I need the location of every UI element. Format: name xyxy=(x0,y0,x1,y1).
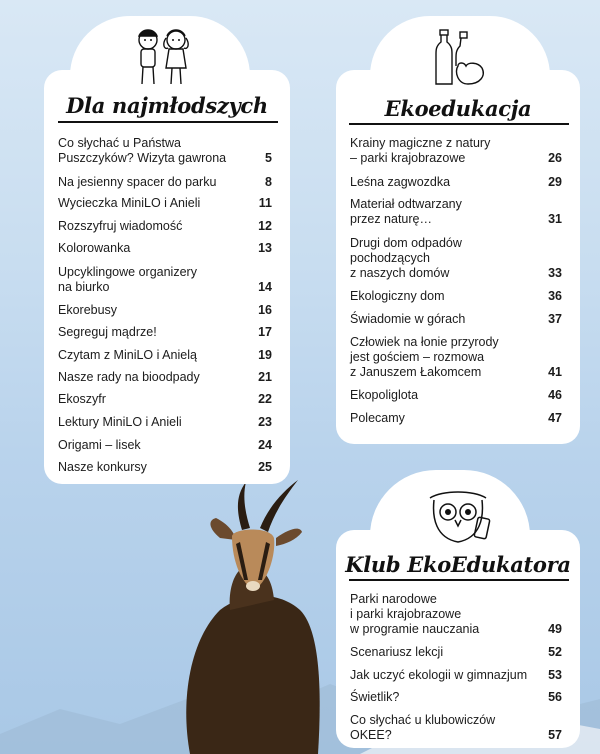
toc-entry[interactable] xyxy=(58,175,272,190)
toc-entry-title: Materiał odtwarzany przez naturę… xyxy=(350,197,462,226)
toc-entry-title: Co słychać u Państwa Puszczyków? Wizyta gawrona xyxy=(58,136,227,165)
toc-entry[interactable] xyxy=(58,303,272,318)
section-title-eco: Ekoedukacja xyxy=(384,96,532,121)
toc-entry-page: 33 xyxy=(548,266,562,280)
toc-entry[interactable] xyxy=(350,197,562,227)
toc-entry-page: 49 xyxy=(548,622,562,636)
toc-entry-title: Świetlik? xyxy=(350,690,400,704)
toc-entry-page: 57 xyxy=(548,728,562,742)
toc-entry[interactable] xyxy=(350,690,562,705)
toc-entry-title: Nasze konkursy xyxy=(58,460,147,474)
toc-entry-page: 19 xyxy=(258,348,272,362)
toc-entry-page: 8 xyxy=(265,175,272,189)
toc-entry[interactable] xyxy=(58,438,272,453)
toc-entry-page: 24 xyxy=(258,438,272,452)
toc-entry-title: Nasze rady na bioodpady xyxy=(58,370,200,384)
toc-entry-title: Leśna zagwozdka xyxy=(350,175,451,189)
toc-entry[interactable] xyxy=(350,289,562,304)
bottles-icon xyxy=(432,26,488,88)
toc-entry-page: 56 xyxy=(548,690,562,704)
owl-icon xyxy=(422,488,494,548)
toc-entry[interactable] xyxy=(58,348,272,363)
toc-entry-page: 23 xyxy=(258,415,272,429)
toc-entry-page: 22 xyxy=(258,392,272,406)
toc-entry-page: 47 xyxy=(548,411,562,425)
toc-entry-title: Ekorebusy xyxy=(58,303,118,317)
toc-entry-title: Upcyklingowe organizery na biurko xyxy=(58,265,197,294)
toc-entry[interactable] xyxy=(58,325,272,340)
toc-entry-title: Parki narodowe i parki krajobrazowe w programie nauczania xyxy=(350,592,480,636)
toc-entry-title: Polecamy xyxy=(350,411,405,425)
toc-entry-title: Ekopoliglota xyxy=(350,388,419,402)
toc-entry[interactable] xyxy=(58,265,272,295)
toc-list-club xyxy=(350,586,562,746)
toc-list-eco xyxy=(350,130,562,430)
toc-entry-page: 5 xyxy=(265,151,272,165)
toc-entry-page: 12 xyxy=(258,219,272,233)
toc-entry-title: Co słychać u klubowiczów OKEE? xyxy=(350,713,496,742)
toc-entry-page: 29 xyxy=(548,175,562,189)
toc-entry-page: 31 xyxy=(548,212,562,226)
toc-entry[interactable] xyxy=(350,411,562,426)
toc-list-young xyxy=(58,130,272,480)
toc-entry-title: Czytam z MiniLO i Anielą xyxy=(58,348,197,362)
toc-entry-page: 52 xyxy=(548,645,562,659)
toc-entry-page: 13 xyxy=(258,241,272,255)
toc-entry[interactable] xyxy=(58,370,272,385)
toc-entry[interactable] xyxy=(58,392,272,407)
toc-entry-page: 14 xyxy=(258,280,272,294)
toc-entry[interactable] xyxy=(350,645,562,660)
toc-entry[interactable] xyxy=(350,592,562,637)
toc-entry[interactable] xyxy=(58,241,272,256)
toc-entry-title: Krainy magiczne z natury – parki krajobrazowe xyxy=(350,136,491,165)
toc-entry[interactable] xyxy=(58,136,272,166)
toc-entry[interactable] xyxy=(350,236,562,281)
toc-entry-page: 17 xyxy=(258,325,272,339)
toc-entry-page: 26 xyxy=(548,151,562,165)
toc-entry-title: Wycieczka MiniLO i Anieli xyxy=(58,196,201,210)
toc-entry-page: 21 xyxy=(258,370,272,384)
children-icon xyxy=(130,24,194,94)
toc-entry-title: Człowiek na łonie przyrody jest gościem – rozmowa z Januszem Łakomcem xyxy=(350,335,499,379)
toc-entry[interactable] xyxy=(350,668,562,683)
toc-entry-title: Drugi dom odpadów pochodzących z naszych domów xyxy=(350,236,462,280)
section-title-young: Dla najmłodszych xyxy=(66,93,268,118)
toc-entry[interactable] xyxy=(58,219,272,234)
section-title-club: Klub EkoEdukatora xyxy=(345,552,571,577)
toc-entry-title: Ekologiczny dom xyxy=(350,289,445,303)
toc-entry-page: 25 xyxy=(258,460,272,474)
toc-entry-page: 46 xyxy=(548,388,562,402)
toc-entry-title: Rozszyfruj wiadomość xyxy=(58,219,183,233)
toc-entry-title: Świadomie w górach xyxy=(350,312,466,326)
toc-entry-page: 16 xyxy=(258,303,272,317)
toc-entry[interactable] xyxy=(58,460,272,475)
toc-entry-title: Lektury MiniLO i Anieli xyxy=(58,415,182,429)
toc-entry[interactable] xyxy=(58,415,272,430)
toc-entry[interactable] xyxy=(350,388,562,403)
toc-entry[interactable] xyxy=(350,335,562,380)
toc-entry-page: 37 xyxy=(548,312,562,326)
toc-entry-title: Scenariusz lekcji xyxy=(350,645,444,659)
toc-entry[interactable] xyxy=(58,196,272,211)
toc-entry-page: 11 xyxy=(258,196,272,210)
toc-entry[interactable] xyxy=(350,136,562,166)
toc-entry[interactable] xyxy=(350,713,562,743)
toc-entry-title: Jak uczyć ekologii w gimnazjum xyxy=(350,668,528,682)
section-rule xyxy=(349,123,569,125)
toc-entry-title: Origami – lisek xyxy=(58,438,141,452)
toc-entry-page: 41 xyxy=(548,365,562,379)
toc-entry[interactable] xyxy=(350,175,562,190)
section-rule xyxy=(349,579,569,581)
section-rule xyxy=(58,121,278,123)
toc-entry[interactable] xyxy=(350,312,562,327)
toc-entry-title: Ekoszyfr xyxy=(58,392,106,406)
toc-entry-page: 36 xyxy=(548,289,562,303)
toc-entry-title: Na jesienny spacer do parku xyxy=(58,175,217,189)
toc-entry-page: 53 xyxy=(548,668,562,682)
toc-entry-title: Segreguj mądrze! xyxy=(58,325,157,339)
toc-entry-title: Kolorowanka xyxy=(58,241,131,255)
